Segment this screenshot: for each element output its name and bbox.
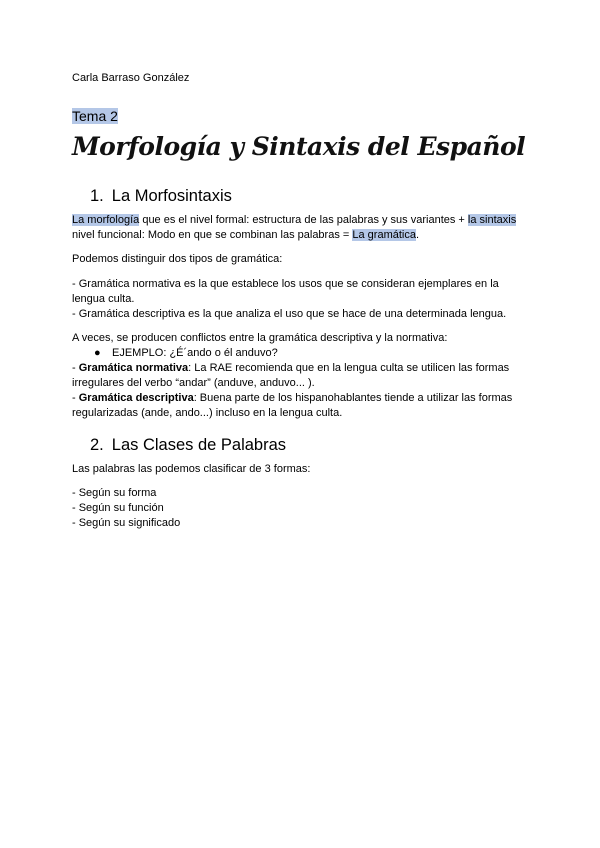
section-2-heading bbox=[90, 436, 286, 455]
intro-line-2-end: . bbox=[415, 229, 420, 241]
normative-line-1: - Gramática normativa es la que establece los usos que se consideran ejemplares en la bbox=[72, 278, 499, 290]
descriptive-line: - Gramática descriptiva es la que analiza el uso que se hace de una determinada lengua. bbox=[72, 308, 507, 320]
normativa-text-1: : La RAE recomienda que en la lengua culta se utilicen las formas bbox=[188, 362, 510, 374]
normativa-line-2: irregulares del verbo “andar” (anduve, anduvo... ). bbox=[72, 377, 315, 389]
section-1-heading bbox=[90, 187, 232, 206]
descriptiva-text-1: : Buena parte de los hispanohablantes tiende a utilizar las formas bbox=[193, 392, 513, 404]
conflicts-block bbox=[72, 331, 532, 421]
descriptiva-line-1: - Gramática descriptiva: Buena parte de los hispanohablantes tiende a utilizar las formas bbox=[72, 392, 513, 404]
section-2-title: Las Clases de Palabras bbox=[111, 436, 287, 454]
intro-line-2 bbox=[72, 228, 532, 243]
classification-list bbox=[72, 486, 532, 531]
normativa-label: Gramática normativa bbox=[78, 362, 189, 374]
bullet-icon: ● bbox=[94, 347, 101, 359]
list-item: - Según su función bbox=[72, 502, 164, 514]
normativa-line-1: - Gramática normativa: La RAE recomienda que en la lengua culta se utilicen las formas bbox=[72, 362, 510, 374]
intro-line-2-text: nivel funcional: Modo en que se combinan las palabras = bbox=[72, 229, 353, 241]
list-item: - Según su forma bbox=[72, 487, 157, 499]
intro-line-1-text: que es el nivel formal: estructura de las palabras y sus variantes + bbox=[139, 214, 468, 226]
author-name: Carla Barraso González bbox=[72, 72, 190, 84]
intro-line-1 bbox=[72, 213, 532, 228]
section-2-number: 2. bbox=[90, 436, 104, 454]
conflicts-intro: A veces, se producen conflictos entre la gramática descriptiva y la normativa: bbox=[72, 332, 448, 344]
highlight-gramatica: La gramática bbox=[352, 229, 416, 241]
section-1-number: 1. bbox=[90, 187, 104, 205]
descriptiva-line-2: regularizadas (ande, ando...) incluso en la lengua culta. bbox=[72, 407, 343, 419]
list-item: - Según su significado bbox=[72, 517, 181, 529]
section-1-intro bbox=[72, 213, 532, 243]
topic-label-highlight: Tema 2 bbox=[72, 108, 118, 124]
highlight-sintaxis: la sintaxis bbox=[467, 214, 517, 226]
list-item bbox=[72, 346, 532, 361]
section-2-intro: Las palabras las podemos clasificar de 3 formas: bbox=[72, 463, 311, 475]
highlight-morfologia: La morfología bbox=[72, 214, 140, 226]
topic-label bbox=[72, 108, 118, 124]
descriptiva-label: Gramática descriptiva bbox=[78, 392, 194, 404]
document-title: Morfología y Sintaxis del Español bbox=[72, 132, 526, 161]
section-1-title: La Morfosintaxis bbox=[111, 187, 232, 205]
example-text: EJEMPLO: ¿É´ando o él anduvo? bbox=[112, 347, 278, 359]
normative-line-2: lengua culta. bbox=[72, 293, 135, 305]
grammar-types bbox=[72, 277, 532, 322]
types-intro: Podemos distinguir dos tipos de gramática: bbox=[72, 253, 283, 265]
